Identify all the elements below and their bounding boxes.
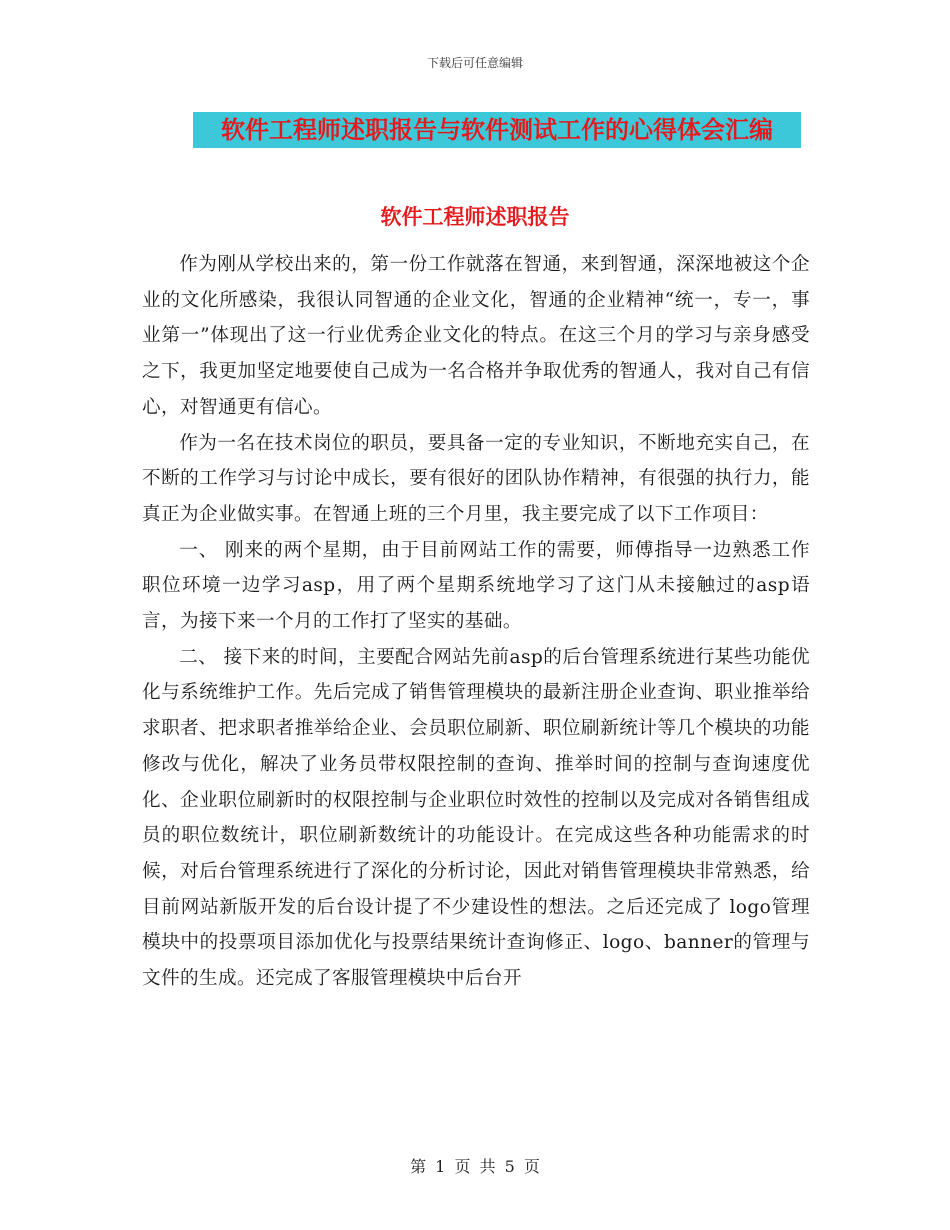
page-footer: 第 1 页 共 5 页 [410,1157,540,1176]
document-main-title: 软件工程师述职报告与软件测试工作的心得体会汇编 [193,112,801,148]
section-title: 软件工程师述职报告 [380,205,570,229]
paragraph-4: 二、 接下来的时间，主要配合网站先前asp的后台管理系统进行某些功能优化与系统维护工作。先后完成了销售管理模块的最新注册企业查询、职业推举给求职者、把求职者推举给企业、会员职位刷新、职位刷新统计等几个模块的功能修改与优化，解决了业务员带权限控制的查询、推举时间的控制与查询速度优化、企业职位刷新时的权限控制与企业职位时效性的控制以及完成对各销售组成员的职位数统计，职位刷新数统计的功能设计。在完成这些各种功能需求的时候，对后台管理系统进行了深化的分析讨论，因此对销售管理模块非常熟悉，给目前网站新版开发的后台设计提了不少建设性的想法。之后还完成了 logo管理模块中的投票项目添加优化与投票结果统计查询修正、logo、banner的管理与文件的生成。还完成了客服管理模块中后台开 [142,646,810,990]
paragraph-1: 作为刚从学校出来的，第一份工作就落在智通，来到智通，深深地被这个企业的文化所感染，我很认同智通的企业文化，智通的企业精神“统一，专一，事业第一”体现出了这一行业优秀企业文化的特点。在这三个月的学习与亲身感受之下，我更加坚定地要使自己成为一名合格并争取优秀的智通人，我对自己有信心，对智通更有信心。 [142,254,810,418]
header-note: 下载后可任意编辑 [426,56,523,70]
paragraph-2: 作为一名在技术岗位的职员，要具备一定的专业知识，不断地充实自己，在不断的工作学习与讨论中成长，要有很好的团队协作精神，有很强的执行力，能真正为企业做实事。在智通上班的三个月里，我主要完成了以下工作项目： [142,432,810,525]
document-body [142,247,810,997]
paragraph-3: 一、 刚来的两个星期，由于目前网站工作的需要，师傅指导一边熟悉工作职位环境一边学习asp，用了两个星期系统地学习了这门从未接触过的asp语言，为接下来一个月的工作打了坚实的基础。 [142,539,810,633]
